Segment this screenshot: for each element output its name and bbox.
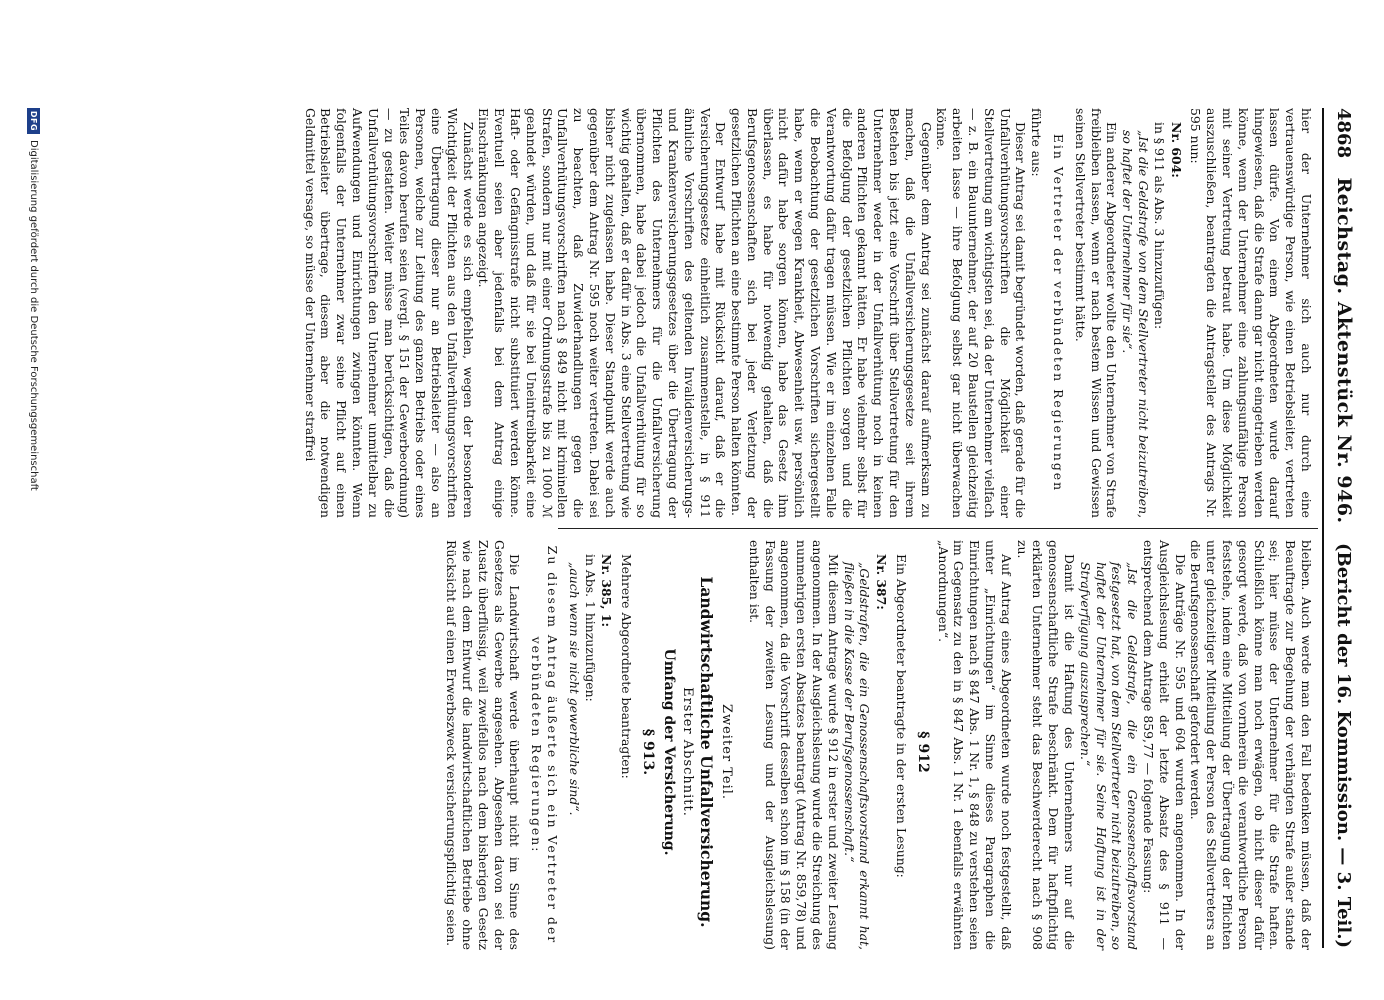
page-number: 4868 xyxy=(1333,108,1355,159)
motion-number: Nr. 604: xyxy=(1168,122,1184,178)
centered-line: Zu diesem Antrag äußerte sich ein Vertreter der verbündeten Regierungen: xyxy=(529,545,560,945)
paragraph: Der Entwurf habe mit Rücksicht darauf, daß er die Versicherungsgesetze einheitlich zusammenstelle, in § 911 ähnliche Vorschriften des geltenden Invalidenversicherungs- und Krankenversicherungsgesetzes über die Übertragung der Pflichten des Unternehmers für die Unfallversicherung übernommen, habe dabei jedoch die Unfallverhütung für so wichtig gehalten, daß er dafür in Abs. 3 eine Stellvertretung wie bisher nicht zugelassen habe. Dieser Standpunkt werde auch gegenüber dem Antrag Nr. 595 noch weiter vertreten. Dabei sei zu beachten, daß Zuwiderhandlungen gegen die Unfallverhütungsvorschriften nach § 849 nicht mit kriminellen Strafen, sondern nur mit einer Ordnungsstrafe bis zu 1000 ℳ geahndet würden, und daß für sie bei Uneintreibbarkeit eine Haft- oder Gefängnisstrafe nicht substituiert werden könne. Eventuell seien aber jedenfalls bei dem Antrag einige Einschränkungen angezeigt. xyxy=(476,108,729,518)
section-heading: Erster Abschnitt. xyxy=(679,687,695,817)
paragraph: Mit diesem Antrage wurde § 912 in erster und zweiter Lesung angenommen. In der Ausgleichslesung wurde die Streichung des nunmehrigen ersten Absatzes beantragt (Antrag Nr. 859,78) und angenommen, da die Vorschrift desselben schon im § 158 (in der Fassung der zweiten Lesung und der Ausgleichslesung) enthalten ist. xyxy=(746,540,841,950)
page-header xyxy=(1322,108,1364,948)
paragraph: Die Anträge Nr. 595 und 604 wurden angenommen. In der Ausgleichslesung erhielt der letzte Absatz des § 911 — entsprechend dem Antrage 859,77 — folgende Fassung: xyxy=(1141,540,1188,950)
paragraph: Mehrere Abgeordnete beantragten: xyxy=(619,554,635,779)
paragraph: in Abs. 1 hinzuzufügen: xyxy=(582,554,598,702)
quoted-amendment: „auch wenn sie nicht gewerbliche sind“. xyxy=(566,562,582,816)
page-footer xyxy=(27,108,40,948)
paragraph-sign-heading: § 913. xyxy=(639,728,656,776)
paragraph: Ein anderer Abgeordneter wollte den Unternehmer von Strafe freibleiben lassen, wenn er nach bestem Wissen und Gewissen seinen Stellvertreter bestimmt hätte. xyxy=(1072,108,1120,518)
document-title: Reichstag. Aktenstück Nr. 946. xyxy=(1333,177,1355,524)
paragraph: Die Landwirtschaft werde überhaupt nicht im Sinne des Gesetzes als Gewerbe angesehen. Abgesehen davon sei der Zusatz überflüssig, weil zweifellos nach dem bisherigen Gesetz wie nach dem Entwurf die landwirtschaftlichen Betriebe ohne Rücksicht auf einen Erwerbszweck versicherungspflichtig seien. xyxy=(444,540,523,950)
motion-number: Nr. 387: xyxy=(874,554,890,610)
paragraph-sign-heading: § 912 xyxy=(914,731,931,773)
section-title: Umfang der Versicherung. xyxy=(660,648,677,856)
quoted-amendment: „Ist die Geldstrafe, die ein Genossenschaftsvorstand festgesetzt hat, von dem Stellvertreter nicht beizutreiben, so haftet der Unternehmer für sie. Seine Haftung ist in der Strafverfügung auszusprechen.“ xyxy=(1077,562,1141,950)
paragraph: in § 911 als Abs. 3 hinzuzufügen: xyxy=(1151,122,1167,330)
part-title: Landwirtschaftliche Unfallversicherung. xyxy=(697,576,717,928)
motion-number: Nr. 385, 1: xyxy=(599,554,615,628)
quoted-amendment: „Ist die Geldstrafe von dem Stellvertreter nicht beizutreiben, so haftet der Unternehmer für sie“. xyxy=(1120,130,1152,518)
part-heading: Zweiter Teil. xyxy=(719,703,735,801)
paragraph: bleiben. Auch werde man den Fall bedenken müssen, daß der Beauftragte zur Begehung der verhängten Strafe außer stande sei; hier müsse der Unternehmer für die Strafe haften. Schließlich könne man noch erwägen, ob nicht dieser dafür gesorgt werde, daß von vornherein die verantwortliche Person feststehe, indem eine Mitteilung der Übertragung der Pflichten unter gleichzeitiger Mitteilung der Person des Stellvertreters an die Berufsgenossenschaft gefordert werden. xyxy=(1188,540,1314,950)
paragraph: führte aus: xyxy=(1029,108,1045,177)
paragraph: hier der Unternehmer sich auch nur durch eine vertrauenswürdige Person, wie einen Betriebsleiter, vertreten lassen dürfe. Von einem Abgeordneten wurde darauf hingewiesen, daß die Strafe dann gar nicht eingetrieben werden könne, wenn der Unternehmer eine zahlungsunfähige Person mit seiner Vertretung betraut habe. Um diese Möglichkeit auszuschließen, beantragten die Antragsteller des Antrags Nr. 595 nun: xyxy=(1188,108,1314,518)
quoted-amendment: „Geldstrafen, die ein Genossenschaftsvorstand erkannt hat, fließen in die Kasse der Berufsgenossenschaft.“ xyxy=(841,562,873,950)
paragraph: Ein Abgeordneter beantragte in der ersten Lesung: xyxy=(894,554,910,878)
right-column xyxy=(443,540,1314,950)
paragraph: Auf Antrag eines Abgeordneten wurde noch festgestellt, daß unter „Einrichtungen“ im Sinne dieses Paragraphen die Einrichtungen nach § 847 Abs. 1 Nr. 1, § 848 zu verstehen seien im Gegensatz zu den in § 847 Abs. 1 Nr. 1 ebenfalls erwähnten „Anordnungen“. xyxy=(935,540,1014,950)
funding-note: Digitalisierung gefördert durch die Deutsche Forschungsgemeinschaft xyxy=(28,140,39,491)
document-subtitle: (Bericht der 16. Kommission. — 3. Teil.) xyxy=(1333,543,1355,948)
left-column xyxy=(302,108,1314,518)
paragraph: Dieser Antrag sei damit begründet worden, daß gerade für die Unfallverhütungsvorschriften die Möglichkeit einer Stellvertretung am wichtigsten sei, da der Unternehmer vielfach — z. B. ein Bauunternehmer, der auf 20 Baustellen gleichzeitig arbeiten lasse — ihre Befolgung selbst gar nicht überwachen könne. xyxy=(934,108,1029,518)
centered-line: Ein Vertreter der verbündeten Regierungen xyxy=(1051,133,1067,493)
paragraph: Zunächst werde es sich empfehlen, wegen der besonderen Wichtigkeit der Pflichten aus den Unfallverhütungsvorschriften eine Übertragung dieser nur an Betriebsleiter — also an Personen, welche zur Leitung des ganzen Betriebs oder eines Teiles davon berufen seien (vergl. § 151 der Gewerbeordnung) — zu gestatten. Weiter müsse man berücksichtigen, daß die Unfallverhütungsvorschriften den Unternehmer unmittelbar zu Aufwendungen und Einrichtungen zwingen könnten. Wenn folgenfalls der Unternehmer zwar seine Pflicht auf einen Betriebsleiter übertrage, diesem aber die notwendigen Geldmittel versage, so müsse der Unternehmer straffrei xyxy=(302,108,476,518)
paragraph: Damit ist die Haftung des Unternehmers nur auf die genossenschaftliche Strafe beschränkt. Dem für haftpflichtig erklärten Unternehmer steht das Beschwerderecht nach § 908 zu. xyxy=(1014,540,1078,950)
column-divider xyxy=(558,528,1318,529)
dfg-logo: DFG xyxy=(27,108,40,134)
paragraph: Gegenüber dem Antrag sei zunächst darauf aufmerksam zu machen, daß die Unfallversicherungsgesetze seit ihrem Bestehen bis jetzt eine Vorschrift über Stellvertretung für den Unternehmer weder in der Unfallverhütung noch in keinen anderen Pflichten gekannt hätten. Er habe vielmehr selbst für die Befolgung der gesetzlichen Pflichten sorgen und die Verantwortung dafür tragen müssen. Wie er im einzelnen Falle die Beobachtung der gesetzlichen Vorschriften sichergestellt habe, wenn er wegen Krankheit, Abwesenheit usw. persönlich nicht dafür habe sorgen können, habe das Gesetz ihm überlassen, es habe für notwendig gehalten, daß die Berufsgenossenschaften sich bei jeder Verletzung der gesetzlichen Pflichten an eine bestimmte Person halten könnten. xyxy=(729,108,934,518)
